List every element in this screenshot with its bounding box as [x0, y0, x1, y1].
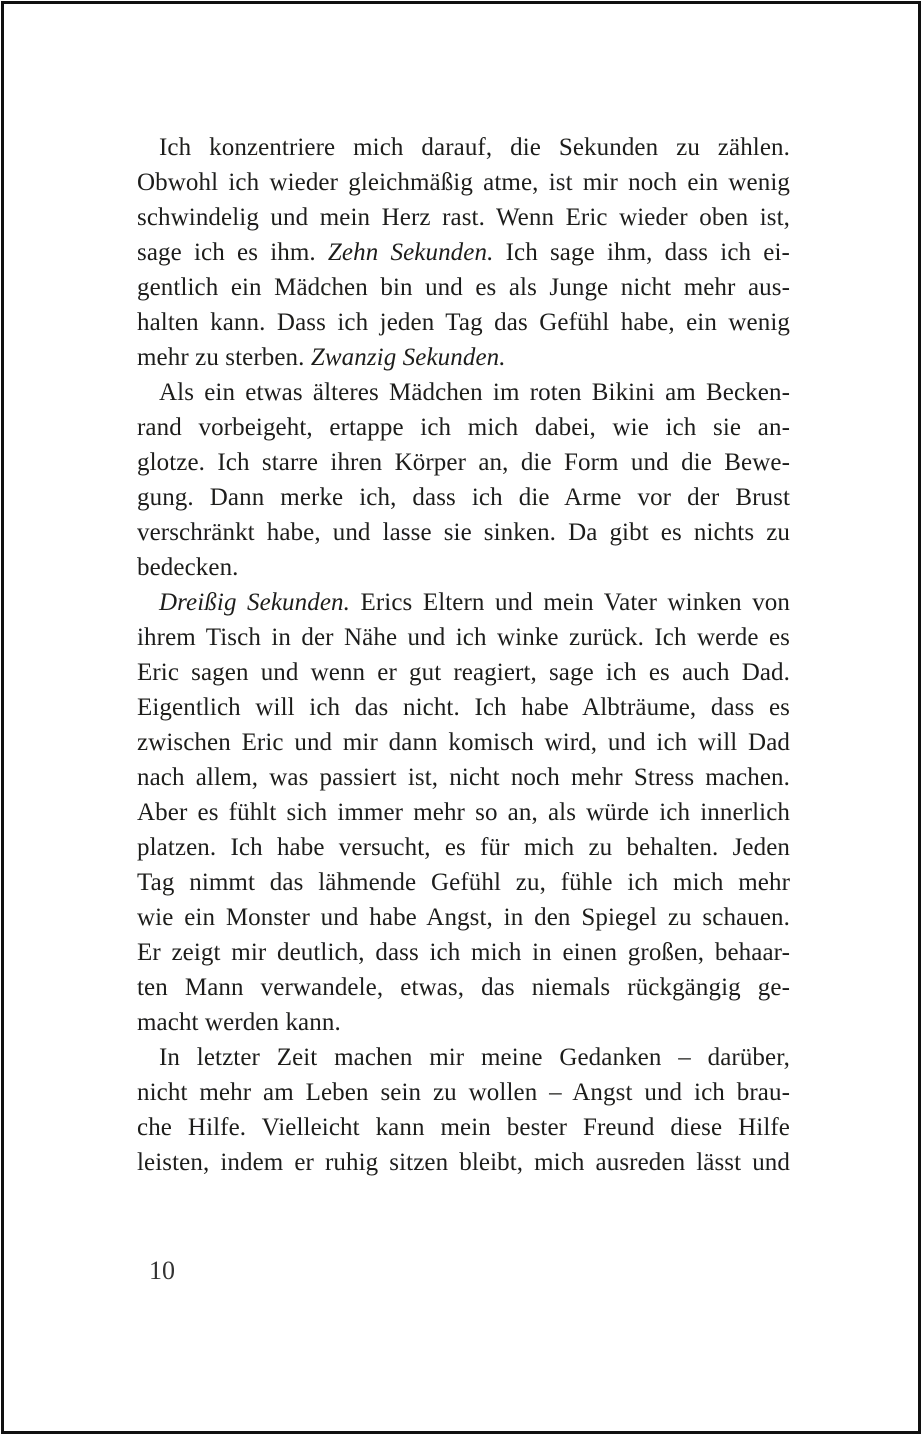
text-segment: Als ein etwas älteres Mädchen im roten Bikini am Becken-	[159, 379, 790, 406]
text-segment: Ich sage ihm, dass ich ei-	[493, 239, 790, 266]
text-line	[137, 235, 790, 270]
text-line	[137, 585, 790, 620]
text-segment: mehr zu sterben.	[137, 344, 311, 371]
italic-text-segment: Zehn Sekunden.	[327, 239, 494, 266]
text-line	[137, 865, 790, 900]
text-segment: gentlich ein Mädchen bin und es als Junge nicht mehr aus-	[137, 274, 790, 301]
text-line	[137, 1110, 790, 1145]
text-line	[137, 900, 790, 935]
text-segment: nicht mehr am Leben sein zu wollen – Angst und ich brau-	[137, 1079, 790, 1106]
text-segment: zwischen Eric und mir dann komisch wird, und ich will Dad	[137, 729, 790, 756]
text-segment: Er zeigt mir deutlich, dass ich mich in einen großen, behaar-	[137, 939, 790, 966]
text-segment: Ich konzentriere mich darauf, die Sekunden zu zählen.	[159, 134, 790, 161]
text-line	[137, 410, 790, 445]
text-line	[137, 515, 790, 550]
text-line	[137, 305, 790, 340]
text-segment: platzen. Ich habe versucht, es für mich zu behalten. Jeden	[137, 834, 790, 861]
text-segment: sage ich es ihm.	[137, 239, 328, 266]
text-segment: schwindelig und mein Herz rast. Wenn Eric wieder oben ist,	[137, 204, 790, 231]
text-line	[137, 725, 790, 760]
text-line	[137, 935, 790, 970]
text-line	[137, 760, 790, 795]
text-segment: ten Mann verwandele, etwas, das niemals rückgängig ge-	[137, 974, 790, 1001]
text-segment: wie ein Monster und habe Angst, in den Spiegel zu schauen.	[137, 904, 790, 931]
text-line	[137, 130, 790, 165]
text-line	[137, 795, 790, 830]
text-segment: verschränkt habe, und lasse sie sinken. Da gibt es nichts zu	[137, 519, 790, 546]
text-segment: rand vorbeigeht, ertappe ich mich dabei, wie ich sie an-	[137, 414, 790, 441]
text-line	[137, 690, 790, 725]
text-segment: glotze. Ich starre ihren Körper an, die Form und die Bewe-	[137, 449, 790, 476]
text-line	[137, 970, 790, 1005]
text-segment: leisten, indem er ruhig sitzen bleibt, mich ausreden lässt und	[137, 1149, 790, 1176]
text-segment: che Hilfe. Vielleicht kann mein bester Freund diese Hilfe	[137, 1114, 790, 1141]
text-line	[137, 165, 790, 200]
text-line	[137, 480, 790, 515]
text-line	[137, 830, 790, 865]
text-line	[137, 200, 790, 235]
text-segment: gung. Dann merke ich, dass ich die Arme vor der Brust	[137, 484, 790, 511]
text-line	[137, 445, 790, 480]
text-line	[137, 1075, 790, 1110]
text-line	[137, 1005, 790, 1040]
text-line	[137, 1145, 790, 1180]
text-line	[137, 620, 790, 655]
text-segment: nach allem, was passiert ist, nicht noch mehr Stress machen.	[137, 764, 790, 791]
text-segment: halten kann. Dass ich jeden Tag das Gefühl habe, ein wenig	[137, 309, 790, 336]
text-segment: macht werden kann.	[137, 1009, 341, 1036]
text-line	[137, 270, 790, 305]
text-line	[137, 340, 790, 375]
text-segment: Eric sagen und wenn er gut reagiert, sage ich es auch Dad.	[137, 659, 790, 686]
text-segment: Tag nimmt das lähmende Gefühl zu, fühle ich mich mehr	[137, 869, 790, 896]
text-segment: Aber es fühlt sich immer mehr so an, als würde ich innerlich	[137, 799, 790, 826]
text-block	[137, 130, 790, 1180]
italic-text-segment: Dreißig Sekunden.	[159, 589, 350, 616]
text-line	[137, 655, 790, 690]
text-segment: Obwohl ich wieder gleichmäßig atme, ist mir noch ein wenig	[137, 169, 790, 196]
page-number: 10	[149, 1256, 175, 1285]
text-segment: ihrem Tisch in der Nähe und ich winke zurück. Ich werde es	[137, 624, 790, 651]
text-line	[137, 550, 790, 585]
text-line	[137, 1040, 790, 1075]
italic-text-segment: Zwanzig Sekunden.	[310, 344, 506, 371]
text-segment: Erics Eltern und mein Vater winken von	[349, 589, 790, 616]
text-segment: bedecken.	[137, 554, 239, 581]
text-line	[137, 375, 790, 410]
text-segment: In letzter Zeit machen mir meine Gedanken – darüber,	[159, 1044, 790, 1071]
text-segment: Eigentlich will ich das nicht. Ich habe Albträume, dass es	[137, 694, 790, 721]
